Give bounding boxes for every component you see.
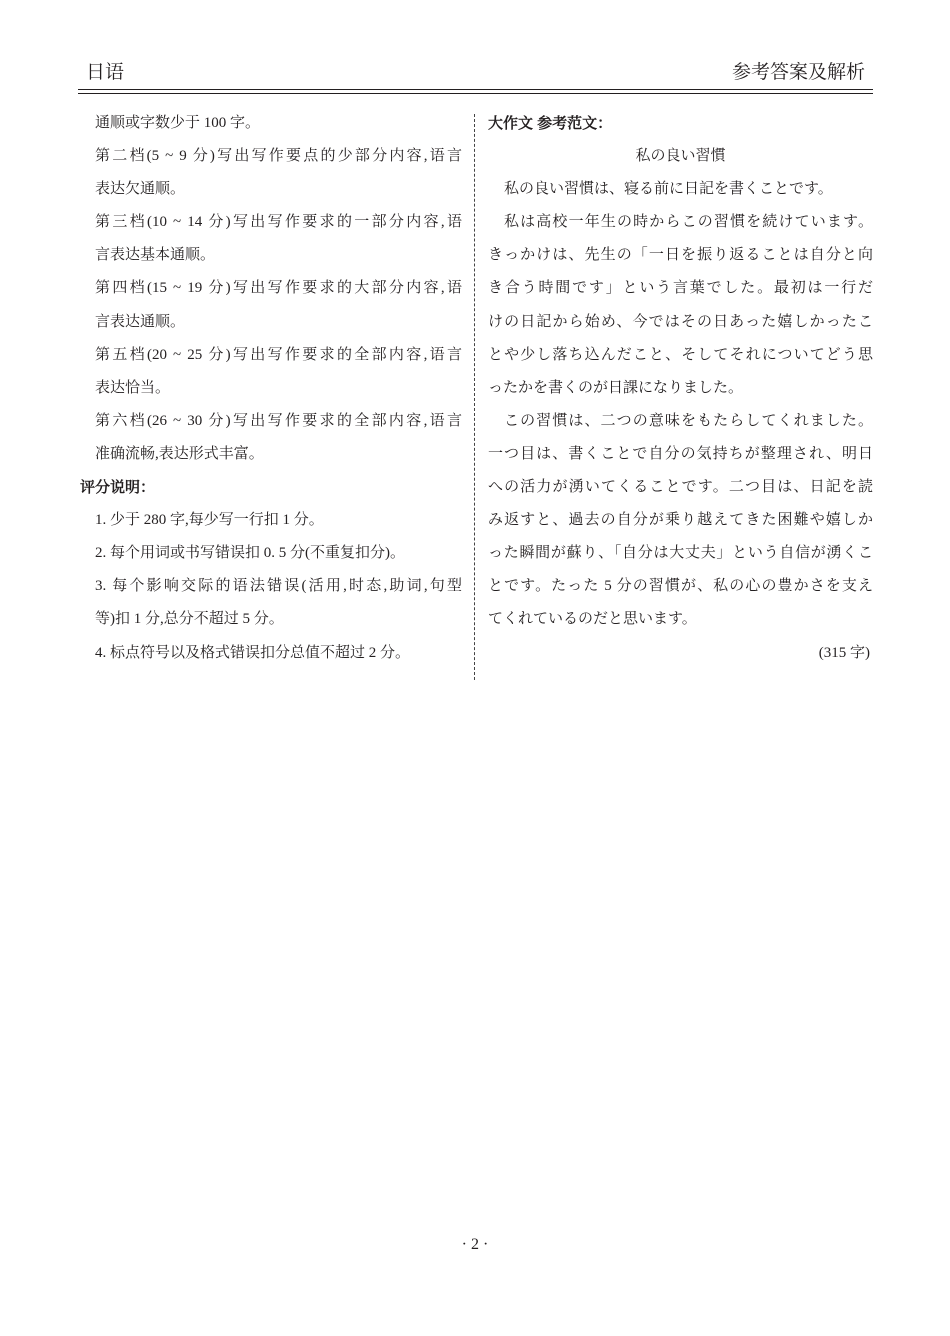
essay-line: み返すと、過去の自分が乗り越えてきた困難や嬉しか xyxy=(488,512,873,529)
essay-word-count: (315 字) xyxy=(818,644,870,661)
grading-line: 言表达基本通顺。 xyxy=(95,247,216,264)
grading-line: 通顺或字数少于 100 字。 xyxy=(95,115,261,131)
column-divider xyxy=(474,114,475,680)
essay-line: とです。たった 5 分の習慣が、私の心の豊かさを支え xyxy=(488,578,873,595)
grading-line: 表达恰当。 xyxy=(95,379,171,396)
scoring-line: 3. 每个影响交际的语法错误(活用,时态,助词,句型 xyxy=(95,578,462,595)
grading-line: 准确流畅,表达形式丰富。 xyxy=(95,445,264,462)
essay-line: への活力が湧いてくることです。二つ目は、日記を読 xyxy=(488,479,873,496)
scoring-line: 1. 少于 280 字,每少写一行扣 1 分。 xyxy=(95,512,324,529)
essay-line: 私の良い習慣は、寝る前に日記を書くことです。 xyxy=(504,181,833,198)
scoring-heading: 评分说明： xyxy=(80,479,156,497)
essay-title: 私の良い習慣 xyxy=(635,148,726,165)
grading-line: 第六档(26 ~ 30 分)写出写作要求的全部内容,语言 xyxy=(95,412,462,429)
scoring-line: 等)扣 1 分,总分不超过 5 分。 xyxy=(95,611,284,628)
header-double-rule xyxy=(78,89,873,94)
grading-line: 言表达通顺。 xyxy=(95,313,186,330)
essay-line: った瞬間が蘇り、「自分は大丈夫」という自信が湧くこ xyxy=(488,545,873,562)
grading-line: 第五档(20 ~ 25 分)写出写作要求的全部内容,语言 xyxy=(95,346,462,363)
grading-line: 第四档(15 ~ 19 分)写出写作要求的大部分内容,语 xyxy=(95,280,462,297)
essay-line: 私は高校一年生の時からこの習慣を続けています。 xyxy=(504,214,873,231)
essay-line: ったかを書くのが日課になりました。 xyxy=(488,379,744,396)
scoring-line: 4. 标点符号以及格式错误扣分总值不超过 2 分。 xyxy=(95,644,411,661)
essay-line: きっかけは、先生の「一日を振り返ることは自分と向 xyxy=(488,247,873,264)
left-column xyxy=(80,107,462,670)
header-subject: 日语 xyxy=(86,62,125,83)
page-number: · 2 · xyxy=(461,1236,489,1253)
essay-line: てくれているのだと思います。 xyxy=(488,611,697,628)
essay-line: 一つ目は、書くことで自分の気持ちが整理され、明日 xyxy=(488,445,873,462)
scoring-line: 2. 每个用词或书写错误扣 0. 5 分(不重复扣分)。 xyxy=(95,545,405,562)
grading-line: 第三档(10 ~ 14 分)写出写作要求的一部分内容,语 xyxy=(95,214,462,231)
grading-line: 表达欠通顺。 xyxy=(95,181,186,198)
grading-line: 第二档(5 ~ 9 分)写出写作要点的少部分内容,语言 xyxy=(95,148,462,165)
header-title: 参考答案及解析 xyxy=(731,62,865,83)
essay-line: き合う時間です」という言葉でした。最初は一行だ xyxy=(488,280,873,297)
essay-section-heading: 大作文 参考范文： xyxy=(488,115,613,132)
essay-line: この習慣は、二つの意味をもたらしてくれました。 xyxy=(504,412,873,429)
essay-line: とや少し落ち込んだこと、そしてそれについてどう思 xyxy=(488,346,873,363)
essay-line: けの日記から始め、今ではその日あった嬉しかったこ xyxy=(488,313,873,330)
right-column xyxy=(488,107,873,670)
